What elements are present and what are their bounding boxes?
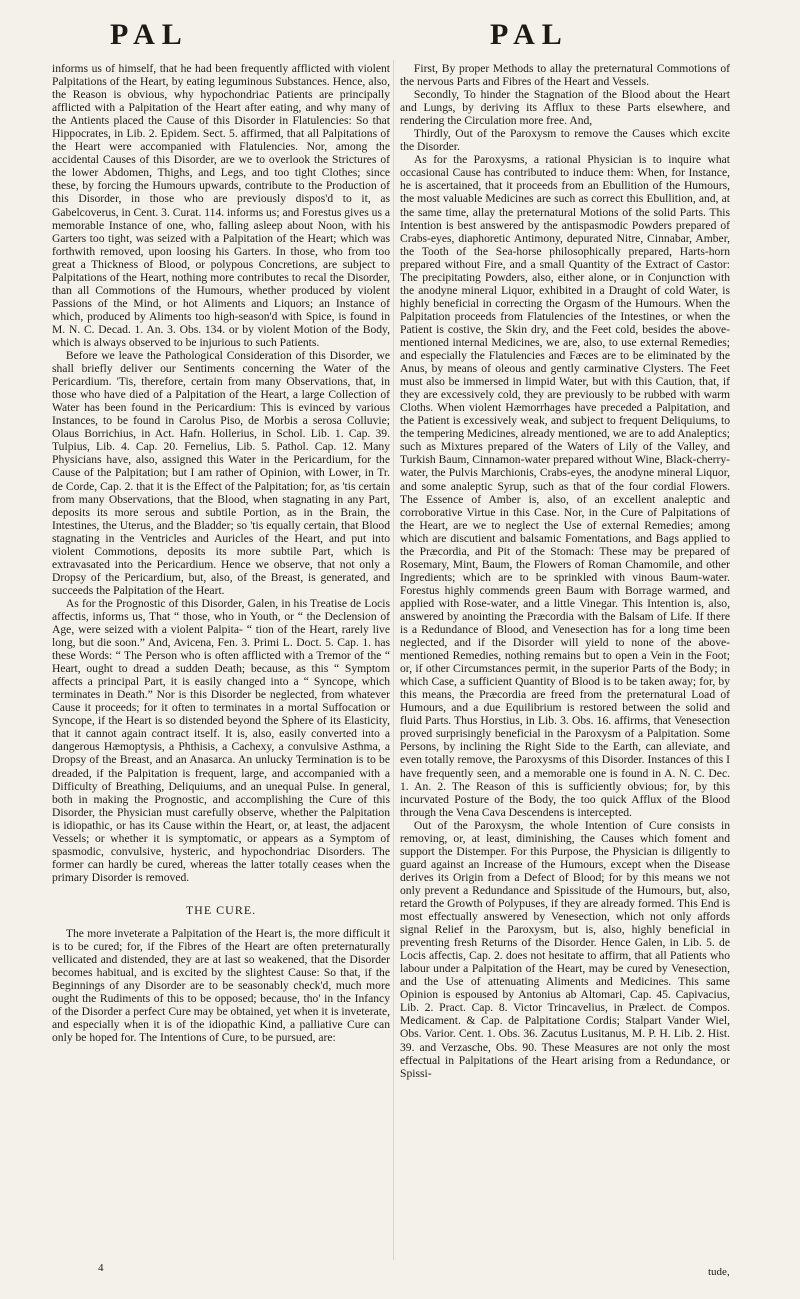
right-paragraph-4: As for the Paroxysms, a rational Physician is to inquire what occasional Cause has contributed to induce them: When, for Instance, he is ascertained, that it proceeds from an Ebullition of the Humours, the most valuable Medicines are such as correct this Ebullition, and, at the same time, allay the preternatural Motions of the solid Parts. This Intention is best answered by the antispasmodic Powders prepared of Crabs-eyes, diaphoretic Antimony, depurated Nitre, Cinnabar, Amber, the Tooth of the Sea-horse philosophically prepared, Harts-horn prepared without Fire, and a small Quantity of the Extract of Castor: The precipitating Powders, also, either alone, or in Conjunction with the anodyne mineral Liquor, exhibited in a Draught of cold Water, is highly beneficial in correcting the Orgasm of the Humours. When the Palpitation proceeds from Flatulencies of the Intestines, or when the Patient is costive, the Skin dry, and the Feet cold, besides the above-mentioned internal Medicines, we are, also, to use external Remedies; and especially the Flatulencies and Fæces are to be eliminated by the Anus, by means of oleous and gently carminative Clysters. The Feet must also be immersed in limpid Water, but with this Caution, that, if they are excessively cold, they are previously to be rubbed with warm Cloths. When violent Hæmorrhages have preceded a Palpitation, and the Patient is excessively weak, and subject to frequent Deliquiums, to the tempering Medicines, already mentioned, we are to add Analeptics; such as Mixtures prepared of the Waters of Lily of the Valley, and Turkish Baum, Cinnamon-water prepared without Wine, Black-cherry-water, the Pulvis Marchionis, Crabs-eyes, the anodyne mineral Liquor, and some analeptic Syrup, such as that of the four cordial Flowers. The Essence of Amber is, also, of an excellent analeptic and corroborative Virtue in this Case. Nor, in the Cure of Palpitations of the Heart, are we to neglect the Use of external Remedies; among which are discutient and balsamic Fomentations, and Bags applied to the Præcordia, and Pit of the Stomach: These may be prepared of Rosemary, Mint, Baum, the Flowers of Roman Chamomile, and other Ingredients; which are to be sprinkled with vinous Baum-water. Forestus highly commends green Baum with Borrage warmed, and applied with Rose-water, and a little Vinegar. This Intention is, also, answered by anointing the Præcordia with the Balsam of Life. If there is a Redundance of Blood, and Venesection has for a long time been neglected, and if the Disorder will yield to none of the above-mentioned Remedies, nothing remains but to open a Vein in the Foot; or, if other Circumstances permit, in the superior Parts of the Body; in which Case, a sufficient Quantity of Blood is to be taken away; for, by this means, the Præcordia are freed from the preternatural Load of Humours, and a due Equilibrium is restored between the solid and fluid Parts. Thus Horstius, in Lib. 3. Obs. 16. affirms, that Venesection proved surprisingly beneficial in the Paroxysm of a Palpitation. Some Persons, by inclining the Right Side to the Earth, can alleviate, and even totally remove, the Paroxysms of this Disorder. Instances of this I have frequently seen, and a memorable one is found in A. N. C. Dec. 1. An. 2. The Reason of this is sufficiently obvious; for, by this incurvated Posture of the Body, the too quick Afflux of the Blood through the Vena Cava Descendens is intercepted.	[400, 153, 730, 819]
page-number: 4	[98, 1262, 104, 1274]
right-paragraph-2: Secondly, To hinder the Stagnation of the Blood about the Heart and Lungs, by deriving its Afflux to these Parts elsewhere, and rendering the Circulation more free. And,	[400, 88, 730, 128]
left-column	[52, 62, 390, 1044]
right-paragraph-1: First, By proper Methods to allay the preternatural Commotions of the nervous Parts and Fibres of the Heart and Vessels.	[400, 62, 730, 89]
right-paragraph-5: Out of the Paroxysm, the whole Intention of Cure consists in removing, or, at least, diminishing, the Causes which foment and support the Distemper. For this Purpose, the Physician is diligently to guard against an Increase of the Humours, except when the Disease derives its Origin from a Defect of Blood; for by this means we not only prevent a Redundance and Spissitude of the Humours, but, also, retard the Growth of Polypuses, if they are already formed. This End is most effectually answered by Venesection, which not only affords signal Relief in the Paroxysm, but is, also, highly beneficial in preventing fresh Returns of the Disorder. Hence Galen, in Lib. 5. de Locis affectis, Cap. 2. does not hesitate to affirm, that all Patients who labour under a Palpitation of the Heart, may be cured by Venesection, and the Use of attenuating Aliments and Medicines. This same Opinion is espoused by Antonius ab Altomari, Cap. 45. Capivacius, Lib. 2. Pract. Cap. 8. Victor Trincavelius, in Prælect. de Compos. Medicament. & Cap. de Palpitatione Cordis; Stalpart Vander Wiel, Obs. Varior. Cent. 1. Obs. 36. Zacutus Lusitanus, M. P. H. Lib. 2. Hist. 39. and Verzasche, Obs. 90. These Measures are not only the most effectual in Palpitations of the Heart arising from a Redundance, or Spissi-	[400, 818, 730, 1080]
left-paragraph-2: Before we leave the Pathological Consideration of this Disorder, we shall briefly deliver our Sentiments concerning the Water of the Pericardium. 'Tis, therefore, certain from many Observations, that, in those who have died of a Palpitation of the Heart, a large Collection of Water has been found in the Pericardium: This is evinced by various Instances, to be found in Carolus Piso, de Morbis a serosa Colluvie; Olaus Borrichius, in Act. Hafn. Hollerius, in Schol. Lib. 1. Cap. 39. Tulpius, Lib. 4. Cap. 20. Fernelius, Lib. 5. Pathol. Cap. 12. Many Physicians have, also, assigned this Water in the Pericardium, for the Cause of the Palpitation; but I am rather of Opinion, with Lower, in Tr. de Corde, Cap. 2. that it is the Effect of the Palpitation; for, as 'tis certain from many Observations, that the Blood, when stagnating in any Part, deposits its more serous and subtile Portion, as in the Brain, the Intestines, the Uterus, and the Bladder; so 'tis equally certain, that Blood stagnating in the Ventricles and Auricles of the Heart, and put into violent Commotions, deposits its more subtile Part, which is extravasated into the Pericardium. Hence we observe, that not only a Dropsy of the Pericardium, but, also, of the Breast, is generated, and succeeds the Palpitation of the Heart.	[52, 349, 390, 597]
running-head-left: PAL	[110, 18, 189, 51]
left-paragraph-3: As for the Prognostic of this Disorder, Galen, in his Treatise de Locis affectis, informs us, That “ those, who in Youth, or “ the Declension of Age, were seized with a violent Palpita- “ tion of the Heart, rarely live long, but die soon.” And, Avicena, Fen. 3. Primi L. Doct. 5. Cap. 1. has these Words: “ The Person who is often afflicted with a Tremor of the “ Heart, ought to dread a sudden Death; because, as this “ Symptom affects a principal Part, it is easily changed into a “ Syncope, which terminates in Death.” Nor is this Disorder be neglected, from whatever Cause it proceeds; for it often to terminates in a mortal Suffocation or Syncope, if the Heart is so distended beyond the Sphere of its Elasticity, that it cannot again contract itself. It is, also, easily converted into a dangerous Hæmoptysis, a Phthisis, a Cachexy, a convulsive Asthma, a Dropsy of the Breast, and an Anasarca. An unlucky Termination is to be dreaded, if the Palpitation is frequent, large, and accompanied with a Difficulty of Breathing, Deliquiums, and an unequal Pulse. In general, both in making the Prognostic, and accomplishing the Cure of this Disorder, the Physician must carefully observe, whether the Palpitation is idiopathic, or has its Cause within the Heart, or, at least, the adjacent Vessels; or whether it is symptomatic, or appears as a Symptom of spasmodic, convulsive, hysteric, and hypochondriac Disorders. The former can hardly be cured, whereas the latter totally ceases when the primary Disorder is removed.	[52, 596, 390, 884]
right-paragraph-3: Thirdly, Out of the Paroxysm to remove the Causes which excite the Disorder.	[400, 127, 730, 154]
cure-paragraph: The more inveterate a Palpitation of the Heart is, the more difficult it is to be cured; for, if the Fibres of the Heart are often preternaturally vellicated and distended, they are at last so weakened, that the Disorder becomes habitual, and is excited by the slightest Cause: So that, if the Beginnings of any Disorder are to be seasonably check'd, much more ought the Rudiments of this to be opposed; because, tho' in the Infancy of the Disorder a perfect Cure may be obtained, yet when it is inveterate, and especially when it is of the idiopathic Kind, a palliative Cure can only be hoped for. The Intentions of Cure, to be pursued, are:	[52, 927, 390, 1045]
left-paragraph-1: informs us of himself, that he had been frequently afflicted with violent Palpitations of the Heart, by eating leguminous Substances. Hence, also, the Reason is obvious, why hypochondriac Patients are principally afflicted with a Palpitation of the Heart after eating, and why many of the Antients placed the Cause of this Disorder in Flatulencies: So that Hippocrates, in Lib. 2. Epidem. Sect. 5. affirmed, that all Palpitations of the Heart were accompanied with Flatulencies. Nor, among the accidental Causes of this Disorder, are we to overlook the Strictures of the lower Abdomen, Thighs, and Legs, and too tight Clothes; since these, by forcing the Humours upwards, contribute to the Production of this Disorder, in those who are previously dispos'd to it, as Gabelcoverus, in Cent. 3. Curat. 114. informs us; and Forestus gives us a memorable Instance of one, who, falling asleep about Noon, with his Garters too tight, was seized with a Palpitation of the Heart; which was forthwith removed, upon loosing his Garters. In those, who from too great a Thickness of Blood, or polypous Concretions, are subject to Palpitations of the Heart, nothing more contributes to recal the Disorder, than all Commotions of the Humours, whether produced by violent Passions of the Mind, or hot Aliments and Liquors; an Instance of which, produced by Aliments too high-season'd with Spice, is found in M. N. C. Decad. 1. An. 3. Obs. 134. or by violent Motion of the Body, which is always observed to be injurious to such Patients.	[52, 62, 390, 349]
running-head-right: PAL	[490, 18, 569, 51]
section-heading-cure: THE CURE.	[185, 902, 257, 917]
catchword: tude,	[708, 1266, 730, 1278]
right-column	[400, 62, 730, 1080]
column-divider	[393, 60, 394, 1260]
